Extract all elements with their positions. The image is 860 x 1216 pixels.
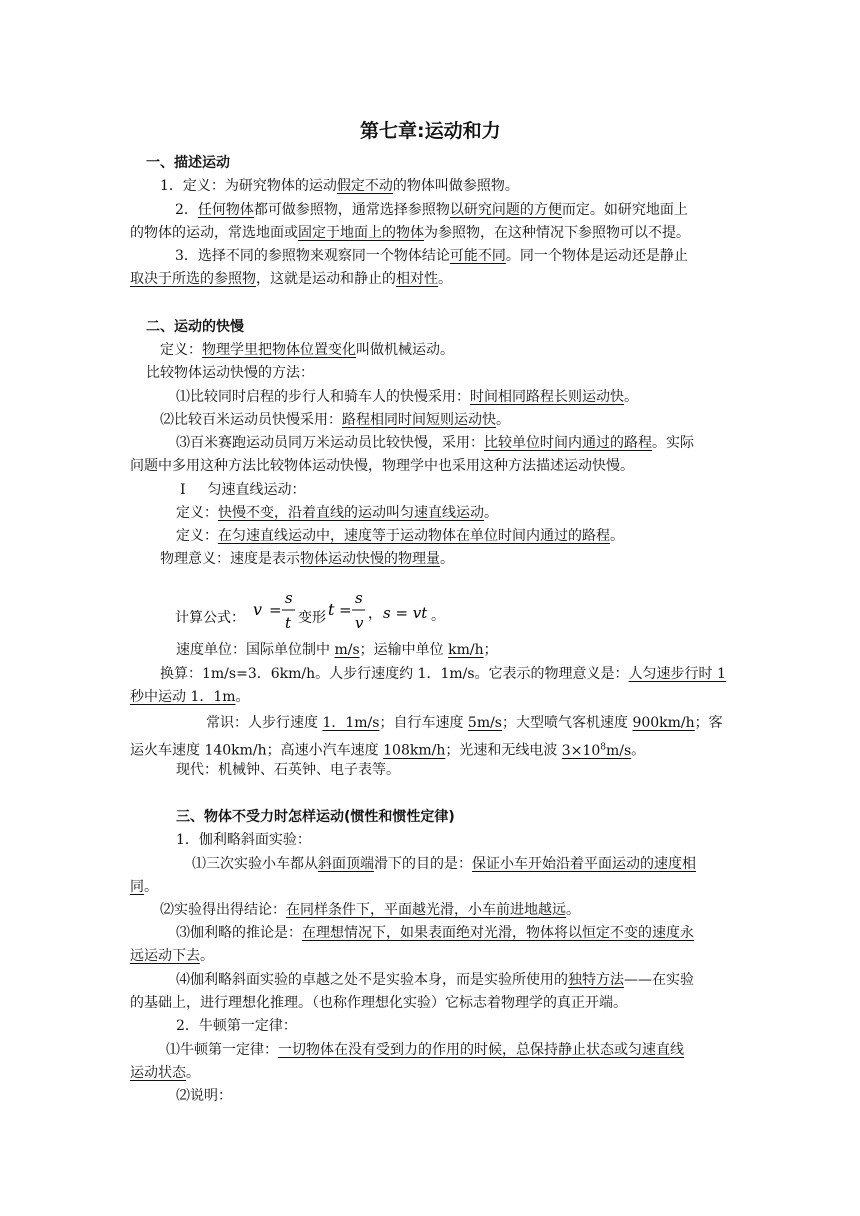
formula-mid: 变形: [298, 610, 326, 626]
formula-eq2: =: [339, 601, 352, 619]
formula-num-s2: s: [355, 589, 363, 607]
paragraph-line: 3．选择不同的参照物来观察同一个物体结论可能不同。同一个物体是运动还是静止: [175, 248, 688, 264]
section-heading-2: 二、运动的快慢: [146, 319, 244, 335]
formula-t: t: [328, 600, 335, 619]
list-item: ⑴三次实验小车都从斜面顶端滑下的目的是：保证小车开始沿着平面运动的速度相: [192, 856, 696, 872]
paragraph-line: 物理意义：速度是表示物体运动快慢的物理量。: [160, 551, 454, 567]
paragraph-line: 比较物体运动快慢的方法：: [146, 365, 314, 381]
formula-label: 计算公式：: [175, 610, 245, 626]
formula-end: 。: [431, 608, 445, 624]
formula-svg: [175, 588, 475, 636]
paragraph-line: 远运动下去。: [130, 948, 214, 964]
paragraph-line: 2．任何物体都可做参照物，通常选择参照物以研究问题的方便而定。如研究地面上: [175, 202, 688, 218]
paragraph-line: 运火车速度 140km/h；高速小汽车速度 108km/h；光速和无线电波 $3\times 10^8m/s$。: [130, 742, 646, 759]
list-item: ⑵比较百米运动员快慢采用：路程相同时间短则运动快。: [160, 412, 510, 428]
formula-den-t: t: [285, 614, 292, 632]
formula-v: v: [253, 600, 263, 619]
formula-num-s: s: [285, 589, 293, 607]
paragraph-line: 问题中多用这种方法比较物体运动快慢，物理学中也采用这种方法描述运动快慢。: [130, 458, 634, 474]
speed-formula: [175, 588, 475, 636]
paragraph-line: 定义：物理学里把物体位置变化叫做机械运动。: [160, 342, 454, 358]
list-item: ⑵实验得出得结论：在同样条件下，平面越光滑，小车前进地越远。: [160, 902, 580, 918]
paragraph-line: 取决于所选的参照物，这就是运动和静止的相对性。: [130, 271, 452, 287]
paragraph-line: 换算：1m/s=3．6km/h。人步行速度约 1．1m/s。它表示的物理意义是：人匀速步行时 1: [160, 666, 726, 682]
paragraph-line: 常识：人步行速度 1．1m/s；自行车速度 5m/s；大型喷气客机速度 900km/h；客: [206, 715, 723, 731]
paragraph-line: 秒中运动 1．1m。: [130, 689, 250, 705]
list-item: ⑷伽利略斜面实验的卓越之处不是实验本身，而是实验所使用的独特方法——在实验: [176, 972, 694, 988]
formula-sep: ，: [368, 606, 382, 622]
list-item: ⑶百米赛跑运动员同万米运动员比较快慢，采用：比较单位时间内通过的路程。实际: [176, 435, 694, 451]
formula-product: s = vt: [383, 604, 428, 622]
paragraph-line: 定义：快慢不变，沿着直线的运动叫匀速直线运动。: [176, 505, 498, 521]
formula-eq: =: [269, 601, 282, 619]
paragraph-line: 定义：在匀速直线运动中，速度等于运动物体在单位时间内通过的路程。: [176, 528, 624, 544]
list-item: ⑴牛顿第一定律：一切物体在没有受到力的作用的时候，总保持静止状态或匀速直线: [166, 1042, 684, 1058]
paragraph-line: 的基础上，进行理想化推理。（也称作理想化实验）它标志着物理学的真正开端。: [130, 995, 627, 1011]
page-title: 第七章:运动和力: [360, 120, 501, 142]
paragraph-line: 速度单位：国际单位制中 m/s；运输中单位 km/h；: [176, 642, 498, 658]
section-heading-3: 三、物体不受力时怎样运动(惯性和惯性定律): [176, 809, 455, 825]
paragraph-line: 同。: [130, 879, 158, 895]
paragraph-line: 现代：机械钟、石英钟、电子表等。: [176, 762, 400, 778]
section-heading-1: 一、描述运动: [146, 155, 230, 171]
formula-den-v: v: [355, 614, 364, 632]
list-item: ⑶伽利略的推论是：在理想情况下，如果表面绝对光滑，物体将以恒定不变的速度永: [176, 925, 694, 941]
paragraph-line: 1．伽利略斜面实验：: [176, 832, 311, 848]
paragraph-line: 的物体的运动，常选地面或固定于地面上的物体为参照物，在这种情况下参照物可以不提。: [130, 225, 690, 241]
paragraph-line: 运动状态。: [130, 1065, 200, 1081]
list-item: ⑴比较同时启程的步行人和骑车人的快慢采用：时间相同路程长则运动快。: [176, 389, 638, 405]
subheading: Ⅰ 匀速直线运动：: [180, 482, 306, 498]
list-item: ⑵说明：: [176, 1088, 232, 1104]
paragraph-line: 2．牛顿第一定律：: [176, 1018, 297, 1034]
paragraph-line: 1．定义：为研究物体的运动假定不动的物体叫做参照物。: [160, 178, 519, 194]
